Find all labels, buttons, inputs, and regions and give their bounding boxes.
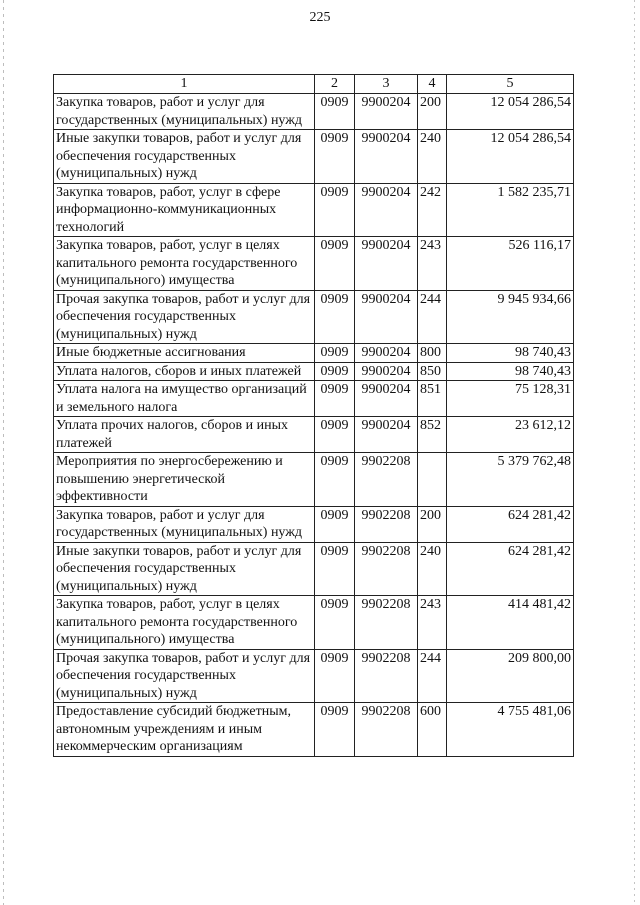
row-amount: 414 481,42 bbox=[447, 596, 574, 650]
header-col-2: 2 bbox=[315, 75, 355, 94]
row-section-code: 0909 bbox=[315, 130, 355, 184]
row-name: Закупка товаров, работ, услуг в сфере информационно-коммуникационных технологий bbox=[54, 183, 315, 237]
row-name: Уплата налогов, сборов и иных платежей bbox=[54, 362, 315, 381]
row-type-code: 240 bbox=[418, 130, 447, 184]
table-row bbox=[54, 362, 574, 381]
table-header-row bbox=[54, 75, 574, 94]
table-row bbox=[54, 453, 574, 507]
table-row bbox=[54, 94, 574, 130]
header-col-3: 3 bbox=[355, 75, 418, 94]
row-section-code: 0909 bbox=[315, 183, 355, 237]
row-section-code: 0909 bbox=[315, 381, 355, 417]
row-amount: 98 740,43 bbox=[447, 344, 574, 363]
row-section-code: 0909 bbox=[315, 417, 355, 453]
table-row bbox=[54, 417, 574, 453]
row-target-code: 9900204 bbox=[355, 130, 418, 184]
table-row bbox=[54, 290, 574, 344]
row-section-code: 0909 bbox=[315, 596, 355, 650]
row-target-code: 9902208 bbox=[355, 596, 418, 650]
row-type-code: 850 bbox=[418, 362, 447, 381]
row-amount: 23 612,12 bbox=[447, 417, 574, 453]
row-section-code: 0909 bbox=[315, 290, 355, 344]
table-row bbox=[54, 506, 574, 542]
header-col-4: 4 bbox=[418, 75, 447, 94]
table-row bbox=[54, 344, 574, 363]
table-row bbox=[54, 596, 574, 650]
row-target-code: 9900204 bbox=[355, 344, 418, 363]
row-name: Уплата прочих налогов, сборов и иных платежей bbox=[54, 417, 315, 453]
row-amount: 98 740,43 bbox=[447, 362, 574, 381]
table-row bbox=[54, 542, 574, 596]
row-amount: 9 945 934,66 bbox=[447, 290, 574, 344]
row-type-code bbox=[418, 453, 447, 507]
row-section-code: 0909 bbox=[315, 506, 355, 542]
row-amount: 624 281,42 bbox=[447, 542, 574, 596]
table-row bbox=[54, 183, 574, 237]
table-row bbox=[54, 649, 574, 703]
page-number: 225 bbox=[309, 10, 331, 25]
scan-edge-left bbox=[3, 0, 4, 905]
header-col-5: 5 bbox=[447, 75, 574, 94]
row-target-code: 9902208 bbox=[355, 542, 418, 596]
row-name: Прочая закупка товаров, работ и услуг для обеспечения государственных (муниципальных) нужд bbox=[54, 649, 315, 703]
row-target-code: 9902208 bbox=[355, 453, 418, 507]
row-target-code: 9902208 bbox=[355, 703, 418, 757]
row-target-code: 9902208 bbox=[355, 649, 418, 703]
row-section-code: 0909 bbox=[315, 94, 355, 130]
row-type-code: 244 bbox=[418, 290, 447, 344]
table-row bbox=[54, 381, 574, 417]
row-type-code: 242 bbox=[418, 183, 447, 237]
row-amount: 75 128,31 bbox=[447, 381, 574, 417]
row-target-code: 9902208 bbox=[355, 506, 418, 542]
row-amount: 12 054 286,54 bbox=[447, 94, 574, 130]
row-name: Прочая закупка товаров, работ и услуг для обеспечения государственных (муниципальных) нужд bbox=[54, 290, 315, 344]
row-name: Закупка товаров, работ и услуг для государственных (муниципальных) нужд bbox=[54, 506, 315, 542]
row-type-code: 243 bbox=[418, 237, 447, 291]
header-col-1: 1 bbox=[54, 75, 315, 94]
row-type-code: 852 bbox=[418, 417, 447, 453]
scan-edge-right bbox=[634, 0, 635, 905]
row-section-code: 0909 bbox=[315, 453, 355, 507]
row-name: Закупка товаров, работ, услуг в целях капитального ремонта государственного (муниципального) имущества bbox=[54, 596, 315, 650]
row-target-code: 9900204 bbox=[355, 237, 418, 291]
row-target-code: 9900204 bbox=[355, 183, 418, 237]
row-type-code: 243 bbox=[418, 596, 447, 650]
row-name: Иные закупки товаров, работ и услуг для обеспечения государственных (муниципальных) нужд bbox=[54, 542, 315, 596]
table-row bbox=[54, 703, 574, 757]
row-amount: 4 755 481,06 bbox=[447, 703, 574, 757]
row-section-code: 0909 bbox=[315, 649, 355, 703]
budget-table bbox=[53, 74, 574, 757]
row-type-code: 800 bbox=[418, 344, 447, 363]
row-name: Закупка товаров, работ и услуг для государственных (муниципальных) нужд bbox=[54, 94, 315, 130]
row-name: Уплата налога на имущество организаций и земельного налога bbox=[54, 381, 315, 417]
row-section-code: 0909 bbox=[315, 703, 355, 757]
row-name: Предоставление субсидий бюджетным, автономным учреждениям и иным некоммерческим организациям bbox=[54, 703, 315, 757]
row-section-code: 0909 bbox=[315, 237, 355, 291]
row-section-code: 0909 bbox=[315, 344, 355, 363]
row-amount: 624 281,42 bbox=[447, 506, 574, 542]
row-amount: 5 379 762,48 bbox=[447, 453, 574, 507]
row-name: Иные закупки товаров, работ и услуг для обеспечения государственных (муниципальных) нужд bbox=[54, 130, 315, 184]
row-type-code: 851 bbox=[418, 381, 447, 417]
row-amount: 209 800,00 bbox=[447, 649, 574, 703]
row-type-code: 200 bbox=[418, 94, 447, 130]
row-amount: 526 116,17 bbox=[447, 237, 574, 291]
row-name: Мероприятия по энергосбережению и повышению энергетической эффективности bbox=[54, 453, 315, 507]
row-target-code: 9900204 bbox=[355, 362, 418, 381]
table-row bbox=[54, 237, 574, 291]
row-amount: 1 582 235,71 bbox=[447, 183, 574, 237]
row-target-code: 9900204 bbox=[355, 417, 418, 453]
row-type-code: 240 bbox=[418, 542, 447, 596]
row-target-code: 9900204 bbox=[355, 290, 418, 344]
table-row bbox=[54, 130, 574, 184]
row-name: Закупка товаров, работ, услуг в целях капитального ремонта государственного (муниципального) имущества bbox=[54, 237, 315, 291]
row-section-code: 0909 bbox=[315, 362, 355, 381]
row-type-code: 244 bbox=[418, 649, 447, 703]
row-target-code: 9900204 bbox=[355, 94, 418, 130]
row-amount: 12 054 286,54 bbox=[447, 130, 574, 184]
row-section-code: 0909 bbox=[315, 542, 355, 596]
row-name: Иные бюджетные ассигнования bbox=[54, 344, 315, 363]
row-target-code: 9900204 bbox=[355, 381, 418, 417]
row-type-code: 200 bbox=[418, 506, 447, 542]
row-type-code: 600 bbox=[418, 703, 447, 757]
